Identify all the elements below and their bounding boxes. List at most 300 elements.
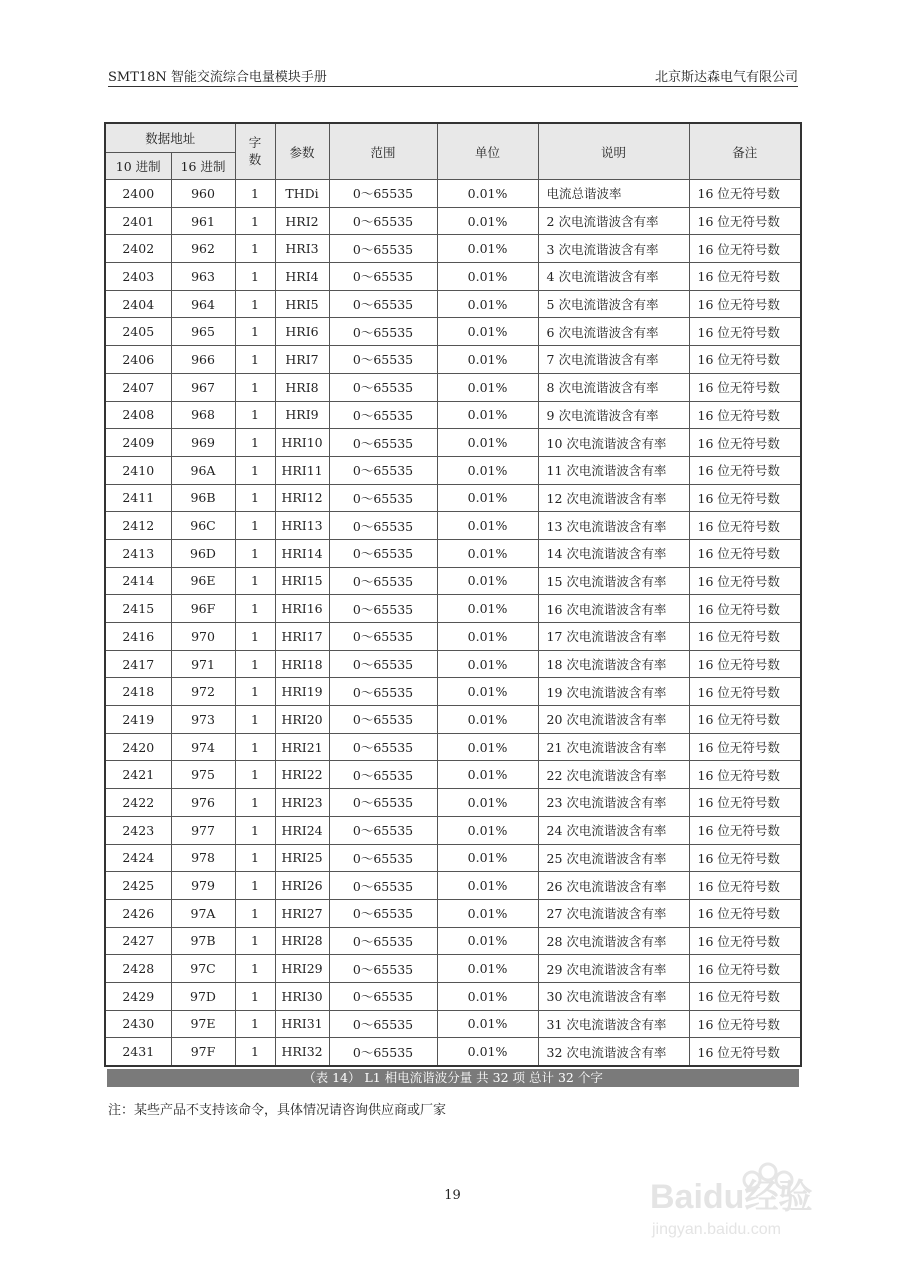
cell-hex: 96F [171,595,235,623]
cell-range: 0～65535 [329,484,437,512]
cell-words: 1 [235,678,275,706]
cell-unit: 0.01% [437,429,538,457]
cell-note: 16 位无符号数 [689,872,801,900]
register-table-wrapper [104,122,800,1067]
cell-unit: 0.01% [437,761,538,789]
desc-header: 说明 [538,123,689,180]
cell-words: 1 [235,761,275,789]
cell-dec: 2420 [105,733,171,761]
cell-range: 0～65535 [329,816,437,844]
cell-dec: 2425 [105,872,171,900]
cell-words: 1 [235,899,275,927]
cell-hex: 967 [171,373,235,401]
cell-dec: 2427 [105,927,171,955]
cell-desc: 12 次电流谐波含有率 [538,484,689,512]
cell-words: 1 [235,429,275,457]
cell-range: 0～65535 [329,789,437,817]
cell-hex: 979 [171,872,235,900]
hex-header: 16 进制 [171,153,235,180]
cell-param: HRI16 [275,595,329,623]
cell-param: HRI19 [275,678,329,706]
cell-param: HRI23 [275,789,329,817]
cell-desc: 28 次电流谐波含有率 [538,927,689,955]
cell-param: HRI31 [275,1010,329,1038]
cell-range: 0～65535 [329,678,437,706]
cell-range: 0～65535 [329,1010,437,1038]
table-caption: （表 14） L1 相电流谐波分量 共 32 项 总计 32 个字 [107,1069,799,1087]
cell-dec: 2407 [105,373,171,401]
cell-unit: 0.01% [437,235,538,263]
footnote: 注：某些产品不支持该命令，具体情况请咨询供应商或厂家 [108,1103,447,1118]
cell-unit: 0.01% [437,872,538,900]
cell-range: 0～65535 [329,207,437,235]
cell-words: 1 [235,1038,275,1066]
cell-note: 16 位无符号数 [689,733,801,761]
cell-hex: 974 [171,733,235,761]
cell-words: 1 [235,346,275,374]
cell-range: 0～65535 [329,1038,437,1066]
cell-param: HRI9 [275,401,329,429]
page-number: 19 [444,1188,461,1203]
cell-words: 1 [235,235,275,263]
cell-note: 16 位无符号数 [689,927,801,955]
cell-unit: 0.01% [437,346,538,374]
cell-words: 1 [235,290,275,318]
baidu-watermark [640,1150,890,1240]
cell-hex: 969 [171,429,235,457]
cell-unit: 0.01% [437,373,538,401]
table-row [105,706,801,734]
cell-dec: 2412 [105,512,171,540]
cell-param: HRI27 [275,899,329,927]
cell-note: 16 位无符号数 [689,263,801,291]
cell-words: 1 [235,539,275,567]
cell-unit: 0.01% [437,1038,538,1066]
table-row [105,678,801,706]
cell-note: 16 位无符号数 [689,484,801,512]
cell-dec: 2431 [105,1038,171,1066]
table-row [105,290,801,318]
cell-range: 0～65535 [329,180,437,208]
company-name: 北京斯达森电气有限公司 [654,70,798,85]
cell-param: HRI29 [275,955,329,983]
cell-unit: 0.01% [437,650,538,678]
cell-range: 0～65535 [329,927,437,955]
cell-param: HRI7 [275,346,329,374]
cell-desc: 电流总谐波率 [538,180,689,208]
cell-range: 0～65535 [329,346,437,374]
cell-range: 0～65535 [329,650,437,678]
cell-desc: 18 次电流谐波含有率 [538,650,689,678]
words-header-text: 字数 [248,135,262,167]
cell-desc: 31 次电流谐波含有率 [538,1010,689,1038]
cell-unit: 0.01% [437,512,538,540]
cell-desc: 3 次电流谐波含有率 [538,235,689,263]
cell-unit: 0.01% [437,263,538,291]
cell-unit: 0.01% [437,816,538,844]
cell-hex: 97D [171,982,235,1010]
cell-unit: 0.01% [437,982,538,1010]
cell-param: HRI28 [275,927,329,955]
cell-note: 16 位无符号数 [689,761,801,789]
cell-note: 16 位无符号数 [689,207,801,235]
cell-range: 0～65535 [329,623,437,651]
cell-hex: 973 [171,706,235,734]
cell-words: 1 [235,872,275,900]
cell-param: HRI18 [275,650,329,678]
cell-dec: 2411 [105,484,171,512]
cell-param: HRI11 [275,456,329,484]
cell-range: 0～65535 [329,318,437,346]
cell-dec: 2415 [105,595,171,623]
cell-desc: 25 次电流谐波含有率 [538,844,689,872]
cell-dec: 2405 [105,318,171,346]
cell-note: 16 位无符号数 [689,982,801,1010]
cell-range: 0～65535 [329,595,437,623]
cell-dec: 2417 [105,650,171,678]
cell-desc: 8 次电流谐波含有率 [538,373,689,401]
cell-unit: 0.01% [437,456,538,484]
cell-desc: 11 次电流谐波含有率 [538,456,689,484]
cell-range: 0～65535 [329,899,437,927]
cell-range: 0～65535 [329,456,437,484]
cell-desc: 14 次电流谐波含有率 [538,539,689,567]
table-row [105,623,801,651]
table-row [105,456,801,484]
cell-desc: 30 次电流谐波含有率 [538,982,689,1010]
cell-dec: 2421 [105,761,171,789]
cell-note: 16 位无符号数 [689,899,801,927]
cell-range: 0～65535 [329,401,437,429]
cell-words: 1 [235,733,275,761]
cell-param: HRI6 [275,318,329,346]
cell-hex: 97A [171,899,235,927]
table-row [105,207,801,235]
cell-unit: 0.01% [437,318,538,346]
cell-words: 1 [235,1010,275,1038]
cell-words: 1 [235,595,275,623]
cell-param: HRI14 [275,539,329,567]
cell-words: 1 [235,484,275,512]
cell-desc: 2 次电流谐波含有率 [538,207,689,235]
cell-param: HRI2 [275,207,329,235]
cell-range: 0～65535 [329,290,437,318]
cell-dec: 2424 [105,844,171,872]
table-row [105,899,801,927]
cell-unit: 0.01% [437,180,538,208]
cell-note: 16 位无符号数 [689,955,801,983]
cell-note: 16 位无符号数 [689,429,801,457]
note-header: 备注 [689,123,801,180]
cell-hex: 960 [171,180,235,208]
cell-hex: 961 [171,207,235,235]
cell-dec: 2416 [105,623,171,651]
table-row [105,318,801,346]
cell-dec: 2401 [105,207,171,235]
table-row [105,346,801,374]
cell-words: 1 [235,955,275,983]
cell-note: 16 位无符号数 [689,290,801,318]
cell-unit: 0.01% [437,290,538,318]
cell-hex: 96E [171,567,235,595]
table-row [105,429,801,457]
cell-range: 0～65535 [329,761,437,789]
cell-unit: 0.01% [437,207,538,235]
cell-unit: 0.01% [437,789,538,817]
cell-dec: 2414 [105,567,171,595]
table-row [105,761,801,789]
cell-hex: 96D [171,539,235,567]
cell-range: 0～65535 [329,955,437,983]
cell-dec: 2422 [105,789,171,817]
table-row [105,816,801,844]
table-row [105,982,801,1010]
cell-param: HRI10 [275,429,329,457]
manual-title: SMT18N 智能交流综合电量模块手册 [108,70,327,85]
cell-range: 0～65535 [329,733,437,761]
address-header: 数据地址 [105,123,235,153]
table-row [105,650,801,678]
cell-unit: 0.01% [437,484,538,512]
cell-note: 16 位无符号数 [689,678,801,706]
cell-desc: 26 次电流谐波含有率 [538,872,689,900]
cell-param: HRI3 [275,235,329,263]
cell-param: HRI13 [275,512,329,540]
cell-range: 0～65535 [329,539,437,567]
table-row [105,789,801,817]
cell-note: 16 位无符号数 [689,623,801,651]
cell-hex: 970 [171,623,235,651]
cell-desc: 13 次电流谐波含有率 [538,512,689,540]
cell-desc: 5 次电流谐波含有率 [538,290,689,318]
cell-range: 0～65535 [329,429,437,457]
cell-dec: 2403 [105,263,171,291]
cell-dec: 2402 [105,235,171,263]
table-row [105,595,801,623]
table-row [105,484,801,512]
cell-hex: 966 [171,346,235,374]
cell-param: HRI5 [275,290,329,318]
cell-param: HRI32 [275,1038,329,1066]
page-header [108,64,798,87]
cell-note: 16 位无符号数 [689,706,801,734]
cell-desc: 16 次电流谐波含有率 [538,595,689,623]
table-row [105,844,801,872]
cell-dec: 2430 [105,1010,171,1038]
cell-range: 0～65535 [329,982,437,1010]
cell-note: 16 位无符号数 [689,512,801,540]
watermark-brand: Baidu经验 [650,1178,813,1216]
cell-hex: 96A [171,456,235,484]
cell-dec: 2404 [105,290,171,318]
cell-note: 16 位无符号数 [689,456,801,484]
param-header: 参数 [275,123,329,180]
cell-unit: 0.01% [437,567,538,595]
cell-hex: 97E [171,1010,235,1038]
table-row [105,567,801,595]
cell-dec: 2410 [105,456,171,484]
cell-dec: 2406 [105,346,171,374]
cell-words: 1 [235,844,275,872]
cell-dec: 2408 [105,401,171,429]
cell-words: 1 [235,816,275,844]
cell-dec: 2400 [105,180,171,208]
table-row [105,955,801,983]
cell-desc: 21 次电流谐波含有率 [538,733,689,761]
cell-range: 0～65535 [329,373,437,401]
cell-param: HRI21 [275,733,329,761]
cell-note: 16 位无符号数 [689,844,801,872]
cell-unit: 0.01% [437,844,538,872]
cell-dec: 2413 [105,539,171,567]
cell-param: HRI26 [275,872,329,900]
cell-dec: 2418 [105,678,171,706]
cell-hex: 971 [171,650,235,678]
cell-desc: 6 次电流谐波含有率 [538,318,689,346]
cell-note: 16 位无符号数 [689,539,801,567]
cell-note: 16 位无符号数 [689,1010,801,1038]
cell-range: 0～65535 [329,844,437,872]
cell-hex: 975 [171,761,235,789]
cell-hex: 96B [171,484,235,512]
table-row [105,512,801,540]
cell-note: 16 位无符号数 [689,567,801,595]
cell-note: 16 位无符号数 [689,595,801,623]
cell-desc: 32 次电流谐波含有率 [538,1038,689,1066]
cell-note: 16 位无符号数 [689,816,801,844]
watermark-url: jingyan.baidu.com [652,1221,781,1238]
cell-unit: 0.01% [437,539,538,567]
cell-words: 1 [235,706,275,734]
cell-param: HRI8 [275,373,329,401]
table-row [105,401,801,429]
cell-param: HRI4 [275,263,329,291]
cell-words: 1 [235,623,275,651]
cell-unit: 0.01% [437,595,538,623]
cell-dec: 2419 [105,706,171,734]
cell-words: 1 [235,401,275,429]
table-row [105,872,801,900]
cell-words: 1 [235,180,275,208]
table-row [105,1038,801,1066]
cell-note: 16 位无符号数 [689,789,801,817]
cell-desc: 7 次电流谐波含有率 [538,346,689,374]
cell-words: 1 [235,567,275,595]
cell-range: 0～65535 [329,263,437,291]
cell-words: 1 [235,650,275,678]
cell-hex: 977 [171,816,235,844]
register-table [104,122,802,1067]
cell-unit: 0.01% [437,927,538,955]
cell-words: 1 [235,318,275,346]
table-body [105,180,801,1067]
cell-range: 0～65535 [329,512,437,540]
cell-param: HRI17 [275,623,329,651]
cell-hex: 978 [171,844,235,872]
cell-desc: 10 次电流谐波含有率 [538,429,689,457]
table-row [105,539,801,567]
cell-note: 16 位无符号数 [689,235,801,263]
cell-param: HRI15 [275,567,329,595]
cell-hex: 964 [171,290,235,318]
cell-param: HRI20 [275,706,329,734]
cell-desc: 9 次电流谐波含有率 [538,401,689,429]
cell-param: HRI30 [275,982,329,1010]
cell-hex: 97B [171,927,235,955]
cell-words: 1 [235,263,275,291]
table-row [105,263,801,291]
cell-range: 0～65535 [329,872,437,900]
unit-header: 单位 [437,123,538,180]
cell-desc: 15 次电流谐波含有率 [538,567,689,595]
cell-words: 1 [235,982,275,1010]
cell-unit: 0.01% [437,401,538,429]
cell-hex: 972 [171,678,235,706]
cell-desc: 29 次电流谐波含有率 [538,955,689,983]
table-row [105,180,801,208]
cell-words: 1 [235,927,275,955]
cell-param: HRI24 [275,816,329,844]
cell-hex: 976 [171,789,235,817]
cell-desc: 20 次电流谐波含有率 [538,706,689,734]
cell-unit: 0.01% [437,623,538,651]
cell-words: 1 [235,789,275,817]
cell-words: 1 [235,512,275,540]
cell-note: 16 位无符号数 [689,346,801,374]
cell-unit: 0.01% [437,733,538,761]
cell-range: 0～65535 [329,706,437,734]
cell-hex: 968 [171,401,235,429]
table-row [105,373,801,401]
cell-note: 16 位无符号数 [689,1038,801,1066]
range-header: 范围 [329,123,437,180]
dec-header: 10 进制 [105,153,171,180]
cell-unit: 0.01% [437,1010,538,1038]
table-row [105,235,801,263]
table-row [105,927,801,955]
cell-note: 16 位无符号数 [689,318,801,346]
cell-param: HRI22 [275,761,329,789]
cell-hex: 962 [171,235,235,263]
cell-hex: 97F [171,1038,235,1066]
cell-param: THDi [275,180,329,208]
cell-dec: 2429 [105,982,171,1010]
cell-dec: 2423 [105,816,171,844]
cell-desc: 27 次电流谐波含有率 [538,899,689,927]
table-row [105,733,801,761]
table-row [105,1010,801,1038]
cell-words: 1 [235,207,275,235]
cell-unit: 0.01% [437,955,538,983]
cell-desc: 17 次电流谐波含有率 [538,623,689,651]
cell-hex: 97C [171,955,235,983]
cell-note: 16 位无符号数 [689,401,801,429]
cell-param: HRI12 [275,484,329,512]
cell-dec: 2409 [105,429,171,457]
cell-range: 0～65535 [329,567,437,595]
cell-desc: 19 次电流谐波含有率 [538,678,689,706]
cell-desc: 4 次电流谐波含有率 [538,263,689,291]
cell-hex: 963 [171,263,235,291]
cell-hex: 96C [171,512,235,540]
cell-unit: 0.01% [437,678,538,706]
cell-param: HRI25 [275,844,329,872]
cell-desc: 22 次电流谐波含有率 [538,761,689,789]
cell-words: 1 [235,456,275,484]
words-header [235,123,275,180]
cell-unit: 0.01% [437,706,538,734]
cell-note: 16 位无符号数 [689,650,801,678]
